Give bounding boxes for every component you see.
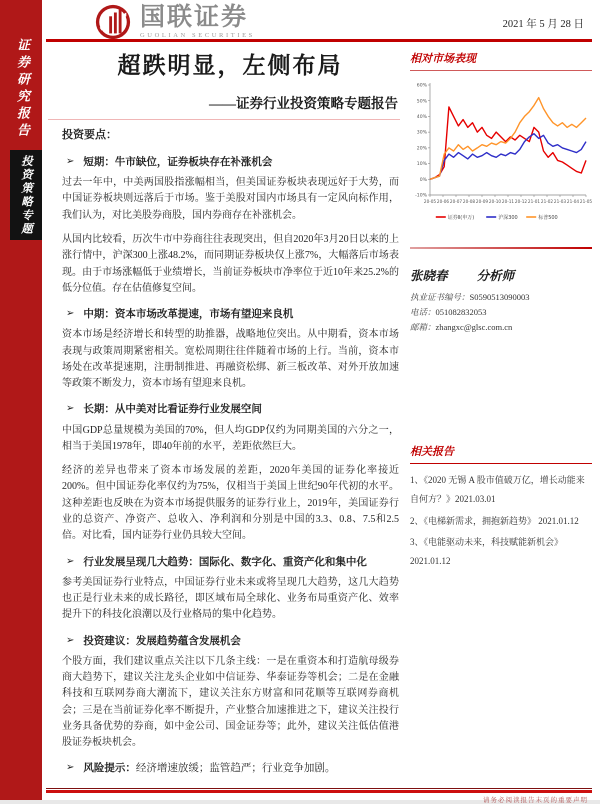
title-block [62,47,398,112]
section-paragraph: 从国内比较看，历次牛市中券商往往表现突出，但自2020年3月20日以来的上涨行情中，沪深300上涨48.2%，而同期证券板块仅上涨7%，大幅落后市场表现。由于市场涨幅低于业绩增长，当前证券板块市净率位于近10年来25.2%的低分位值。存在估值修复空间。 [62,233,399,294]
svg-text:沪深300: 沪深300 [498,214,518,221]
svg-text:20-07: 20-07 [449,199,463,204]
relative-performance-chart [410,77,592,234]
email-label: 邮箱： [410,321,436,332]
section-paragraph: 中国GDP总量规模为美国的70%，但人均GDP仅约为同期美国的六分之一，相当于美国1978年，即40年前的水平，差距依然巨大。 [62,424,399,452]
section-heading [66,401,399,418]
section-heading [66,760,399,777]
section-title: 短期：牛市缺位，证券板块存在补涨机会 [83,156,273,168]
rail-label-research-report: 证券研究报告 [15,38,30,140]
section-title: 行业发展呈现几大趋势：国际化、数字化、重资产化和集中化 [83,556,367,568]
bullet-arrow-icon: ➢ [66,403,75,415]
market-performance-title: 相对市场表现 [410,50,592,71]
svg-text:证券Ⅱ(申万): 证券Ⅱ(申万) [447,214,475,221]
related-reports-title: 相关报告 [410,443,592,464]
phone-number: 051082832053 [435,306,487,317]
brand-name-en: GUOLIAN SECURITIES [140,32,255,39]
related-reports-list [410,471,592,572]
svg-text:50%: 50% [416,99,427,105]
section-title: 长期：从中美对比看证券行业发展空间 [83,404,262,416]
report-item: 3、《电能驱动未来，科技赋能新机会》 2021.01.12 [410,537,564,567]
title-divider [48,119,400,120]
svg-text:20-10: 20-10 [488,199,502,204]
svg-text:20-05: 20-05 [423,199,437,204]
key-points-sections [62,154,399,778]
analyst-role: 分析师 [476,269,515,283]
svg-text:20-11: 20-11 [501,199,515,204]
section-title: 中期：资本市场改革提速，市场有望迎来良机 [83,309,294,321]
svg-text:21-05: 21-05 [579,199,593,204]
brand-text [140,5,255,39]
analyst-cert-row [410,290,592,305]
email-address: zhangxc@glsc.com.cn [435,321,513,332]
section-heading [66,306,399,323]
section-paragraph: 经济的差异也带来了资本市场发展的差距，2020年美国的证券化率接近200%。但中国证券化率仅约为75%，仅相当于美国上世纪90年代初的水平。这种差距也反映在为资本市场提供服务的证券行业上，2019年，美国证券行业的总资产、净资产、总收入、净利润和分别是中国的3.3、0.8、7.5和2.5倍。对比看，国内证券行业仍具较大空间。 [62,465,399,542]
header-divider [46,39,592,42]
section-paragraph: 参考美国证券行业特点，中国证券行业未来或将呈现几大趋势，这几大趋势也正是行业未来的成长路径，即区域布局全球化、业务布局重资产化、效率提升下的科技化浪潮以及行业格局的集中化趋势。 [62,576,399,621]
svg-text:21-02: 21-02 [540,199,554,204]
section-paragraph: 个股方面，我们建议重点关注以下几条主线：一是在重资本和打造航母级券商大趋势下，建议关注龙头企业如中信证券、华泰证券等机会；二是在金融科技和互联网券商大潮流下，建议关注东方财富和同花顺等互联网券商机会；三是在当前证券化率不断提升，产业整合加速推进之下，建议关注投行业务具备优势的券商，如中金公司、国金证券等；此外，建议关注低估值港股证券板块机会。 [62,655,399,749]
analyst-name-row [410,266,592,284]
section-title: 投资建议：发展趋势蕴含发展机会 [83,635,241,647]
analyst-block [410,266,592,335]
svg-text:21-04: 21-04 [566,199,580,204]
report-item: 1、《2020 无锡 A 股市值破万亿，增长动能来自何方？》2021.03.01 [410,475,585,505]
cert-number: S0590513090003 [469,292,530,302]
phone-label: 电话： [410,306,436,317]
brand-name: 国联证券 [140,4,249,31]
svg-text:20-06: 20-06 [436,199,450,204]
section-heading [66,154,399,171]
svg-text:40%: 40% [416,115,427,121]
section-heading [66,554,399,571]
svg-text:20%: 20% [416,146,427,152]
svg-text:0%: 0% [419,177,427,183]
bullet-arrow-icon: ➢ [66,555,75,567]
svg-text:标普500: 标普500 [538,214,558,221]
svg-text:20-09: 20-09 [475,199,489,204]
svg-text:20-08: 20-08 [462,199,476,204]
report-date: 2021 年 5 月 28 日 [502,19,584,30]
section-inline-text: 经济增速放缓；监管趋严；行业竞争加剧。 [135,763,336,775]
footer-disclaimer: 请务必阅读报告末页的重要声明 [483,797,588,804]
key-points-heading: 投资要点： [62,129,117,141]
guolian-logo-icon [94,3,132,41]
bullet-arrow-icon: ➢ [66,762,75,774]
svg-text:10%: 10% [416,162,427,168]
related-reports-panel [410,443,592,574]
section-paragraph: 过去一年中，中美两国股指涨幅相当，但美国证券板块表现远好于大势，而中国证券板块则远落后于市场。鉴于美股对国内市场具有一定风向标作用，我们认为，对比美股券商股，国内券商存在补涨机会。 [62,177,399,221]
report-subtitle: ——证券行业投资策略专题报告 [209,96,398,111]
analyst-phone-row [410,305,592,320]
section-heading [66,633,399,650]
svg-text:-10%: -10% [415,193,427,199]
section-paragraph: 资本市场是经济增长和转型的助推器，战略地位突出。从中期看，资本市场表现与政策周期紧密相关。宽松周期往往伴随着市场的上行。当前，资本市场处在改革提速期，注册制推进、再融资松绑、新三板改革、对外开放加速等政策不断发力，资本市场有望迎来良机。 [62,329,399,390]
bullet-arrow-icon: ➢ [66,308,75,320]
footer-divider-thin [46,788,592,789]
rail-badge-strategy-topic [10,150,42,240]
brand-header [94,3,255,41]
key-points-column [62,127,399,781]
report-title: 超跌明显，左侧布局 [117,53,343,78]
report-item: 2、《电梯新需求，拥抱新趋势》 2021.01.12 [410,515,579,526]
svg-text:21-01: 21-01 [527,199,541,204]
bullet-arrow-icon: ➢ [66,634,75,646]
svg-text:30%: 30% [416,130,427,136]
footer-divider-thick [46,790,592,793]
bullet-arrow-icon: ➢ [66,155,75,167]
cert-label: 执业证书编号： [410,292,470,302]
svg-text:21-03: 21-03 [553,199,567,204]
svg-text:20-12: 20-12 [514,199,528,204]
analyst-email-row [410,320,592,335]
market-performance-panel [410,50,592,234]
svg-text:60%: 60% [416,83,427,89]
rail-badge-label: 投资策略专题 [20,154,32,236]
aside-divider [410,247,592,249]
section-title: 风险提示： [83,763,136,775]
analyst-name: 张晓春 [410,269,448,283]
